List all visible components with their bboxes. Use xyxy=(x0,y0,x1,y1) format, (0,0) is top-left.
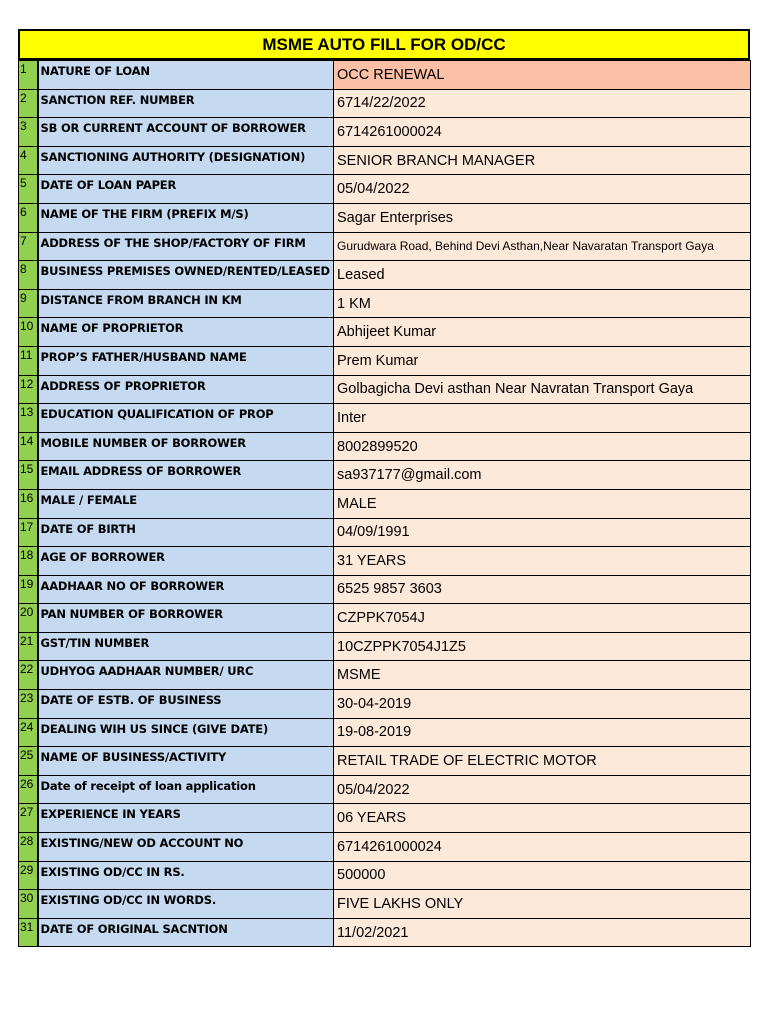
table-row xyxy=(19,404,751,433)
field-value[interactable]: Abhijeet Kumar xyxy=(334,318,751,347)
field-label: BUSINESS PREMISES OWNED/RENTED/LEASED xyxy=(38,261,334,290)
row-number: 12 xyxy=(19,375,38,404)
field-value[interactable]: 11/02/2021 xyxy=(334,918,751,947)
field-label: EDUCATION QUALIFICATION OF PROP xyxy=(38,404,334,433)
row-number: 29 xyxy=(19,861,38,890)
table-row xyxy=(19,289,751,318)
field-label: PROP’S FATHER/HUSBAND NAME xyxy=(38,346,334,375)
field-label: SB OR CURRENT ACCOUNT OF BORROWER xyxy=(38,118,334,147)
table-row xyxy=(19,461,751,490)
field-value[interactable]: CZPPK7054J xyxy=(334,604,751,633)
field-label: DATE OF BIRTH xyxy=(38,518,334,547)
row-number: 24 xyxy=(19,718,38,747)
field-value[interactable]: 6714261000024 xyxy=(334,833,751,862)
field-label: DATE OF ESTB. OF BUSINESS xyxy=(38,690,334,719)
field-label: NATURE OF LOAN xyxy=(38,61,334,90)
field-value[interactable]: RETAIL TRADE OF ELECTRIC MOTOR xyxy=(334,747,751,776)
field-label: DISTANCE FROM BRANCH IN KM xyxy=(38,289,334,318)
field-value[interactable]: 04/09/1991 xyxy=(334,518,751,547)
field-label: AGE OF BORROWER xyxy=(38,547,334,576)
field-label: EXPERIENCE IN YEARS xyxy=(38,804,334,833)
field-label: NAME OF BUSINESS/ACTIVITY xyxy=(38,747,334,776)
row-number: 14 xyxy=(19,432,38,461)
field-value[interactable]: 31 YEARS xyxy=(334,547,751,576)
field-value[interactable]: 6525 9857 3603 xyxy=(334,575,751,604)
table-row xyxy=(19,747,751,776)
form-table xyxy=(18,60,751,947)
table-row xyxy=(19,918,751,947)
field-label: SANCTIONING AUTHORITY (DESIGNATION) xyxy=(38,146,334,175)
field-value[interactable]: 30-04-2019 xyxy=(334,690,751,719)
field-value[interactable]: 6714/22/2022 xyxy=(334,89,751,118)
field-label: PAN NUMBER OF BORROWER xyxy=(38,604,334,633)
field-value[interactable]: Inter xyxy=(334,404,751,433)
field-value[interactable]: Gurudwara Road, Behind Devi Asthan,Near Navaratan Transport Gaya xyxy=(334,232,751,261)
field-value[interactable]: 06 YEARS xyxy=(334,804,751,833)
field-label: EMAIL ADDRESS OF BORROWER xyxy=(38,461,334,490)
row-number: 6 xyxy=(19,203,38,232)
field-label: MOBILE NUMBER OF BORROWER xyxy=(38,432,334,461)
field-label: DATE OF LOAN PAPER xyxy=(38,175,334,204)
row-number: 19 xyxy=(19,575,38,604)
table-row xyxy=(19,203,751,232)
field-value[interactable]: 19-08-2019 xyxy=(334,718,751,747)
row-number: 22 xyxy=(19,661,38,690)
row-number: 17 xyxy=(19,518,38,547)
field-value[interactable]: 8002899520 xyxy=(334,432,751,461)
field-label: DEALING WIH US SINCE (GIVE DATE) xyxy=(38,718,334,747)
row-number: 9 xyxy=(19,289,38,318)
row-number: 5 xyxy=(19,175,38,204)
row-number: 21 xyxy=(19,632,38,661)
table-row xyxy=(19,318,751,347)
table-row xyxy=(19,232,751,261)
row-number: 2 xyxy=(19,89,38,118)
field-label: EXISTING OD/CC IN WORDS. xyxy=(38,890,334,919)
field-value[interactable]: 05/04/2022 xyxy=(334,775,751,804)
row-number: 20 xyxy=(19,604,38,633)
field-label: EXISTING OD/CC IN RS. xyxy=(38,861,334,890)
table-row xyxy=(19,547,751,576)
row-number: 26 xyxy=(19,775,38,804)
table-row xyxy=(19,375,751,404)
field-label: MALE / FEMALE xyxy=(38,489,334,518)
row-number: 7 xyxy=(19,232,38,261)
msme-form-sheet xyxy=(18,29,750,947)
table-row xyxy=(19,261,751,290)
table-row xyxy=(19,833,751,862)
table-row xyxy=(19,775,751,804)
field-label: NAME OF PROPRIETOR xyxy=(38,318,334,347)
table-row xyxy=(19,890,751,919)
field-label: ADDRESS OF PROPRIETOR xyxy=(38,375,334,404)
field-value[interactable]: OCC RENEWAL xyxy=(334,61,751,90)
row-number: 16 xyxy=(19,489,38,518)
row-number: 3 xyxy=(19,118,38,147)
table-row xyxy=(19,661,751,690)
row-number: 4 xyxy=(19,146,38,175)
field-value[interactable]: MALE xyxy=(334,489,751,518)
table-row xyxy=(19,61,751,90)
row-number: 27 xyxy=(19,804,38,833)
row-number: 13 xyxy=(19,404,38,433)
field-label: Date of receipt of loan application xyxy=(38,775,334,804)
table-row xyxy=(19,89,751,118)
field-value[interactable]: 10CZPPK7054J1Z5 xyxy=(334,632,751,661)
field-label: AADHAAR NO OF BORROWER xyxy=(38,575,334,604)
table-row xyxy=(19,518,751,547)
table-row xyxy=(19,861,751,890)
table-row xyxy=(19,690,751,719)
field-value[interactable]: Sagar Enterprises xyxy=(334,203,751,232)
field-value[interactable]: FIVE LAKHS ONLY xyxy=(334,890,751,919)
table-row xyxy=(19,432,751,461)
table-row xyxy=(19,489,751,518)
table-row xyxy=(19,575,751,604)
field-value[interactable]: Prem Kumar xyxy=(334,346,751,375)
field-value[interactable]: 05/04/2022 xyxy=(334,175,751,204)
table-row xyxy=(19,118,751,147)
field-value[interactable]: 6714261000024 xyxy=(334,118,751,147)
row-number: 25 xyxy=(19,747,38,776)
row-number: 30 xyxy=(19,890,38,919)
field-label: SANCTION REF. NUMBER xyxy=(38,89,334,118)
row-number: 8 xyxy=(19,261,38,290)
field-label: NAME OF THE FIRM (PREFIX M/S) xyxy=(38,203,334,232)
row-number: 10 xyxy=(19,318,38,347)
table-row xyxy=(19,632,751,661)
field-value[interactable]: Golbagicha Devi asthan Near Navratan Transport Gaya xyxy=(334,375,751,404)
row-number: 31 xyxy=(19,918,38,947)
field-label: GST/TIN NUMBER xyxy=(38,632,334,661)
field-label: ADDRESS OF THE SHOP/FACTORY OF FIRM xyxy=(38,232,334,261)
row-number: 23 xyxy=(19,690,38,719)
form-title: MSME AUTO FILL FOR OD/CC xyxy=(18,29,750,60)
row-number: 11 xyxy=(19,346,38,375)
field-value[interactable]: 500000 xyxy=(334,861,751,890)
field-value[interactable]: sa937177@gmail.com xyxy=(334,461,751,490)
field-value[interactable]: MSME xyxy=(334,661,751,690)
table-row xyxy=(19,175,751,204)
field-label: UDHYOG AADHAAR NUMBER/ URC xyxy=(38,661,334,690)
field-value[interactable]: 1 KM xyxy=(334,289,751,318)
table-row xyxy=(19,604,751,633)
field-value[interactable]: Leased xyxy=(334,261,751,290)
table-row xyxy=(19,718,751,747)
field-value[interactable]: SENIOR BRANCH MANAGER xyxy=(334,146,751,175)
field-label: DATE OF ORIGINAL SACNTION xyxy=(38,918,334,947)
row-number: 28 xyxy=(19,833,38,862)
row-number: 1 xyxy=(19,61,38,90)
table-row xyxy=(19,804,751,833)
field-label: EXISTING/NEW OD ACCOUNT NO xyxy=(38,833,334,862)
row-number: 15 xyxy=(19,461,38,490)
table-row xyxy=(19,146,751,175)
row-number: 18 xyxy=(19,547,38,576)
table-row xyxy=(19,346,751,375)
